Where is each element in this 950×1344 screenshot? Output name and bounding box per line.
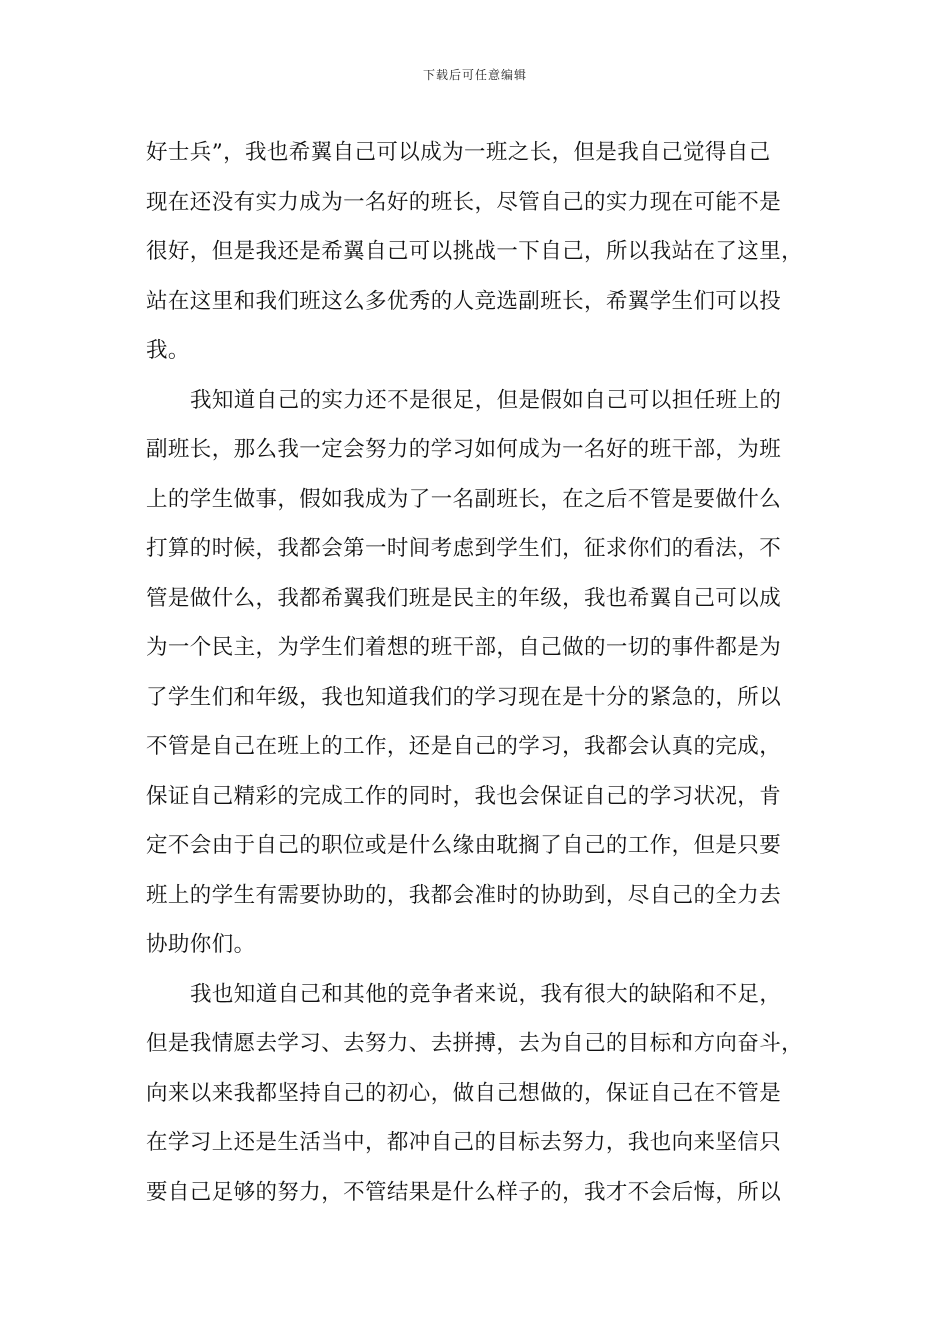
text-line: 班上的学生有需要协助的，我都会准时的协助到，尽自己的全力去 <box>146 882 782 908</box>
text-line: 管是做什么，我都希翼我们班是民主的年级，我也希翼自己可以成 <box>146 585 782 611</box>
text-line: 向来以来我都坚持自己的初心，做自己想做的，保证自己在不管是 <box>146 1080 782 1106</box>
text-line: 打算的时候，我都会第一时间考虑到学生们，征求你们的看法，不 <box>146 536 782 561</box>
text-line: 要自己足够的努力，不管结果是什么样子的，我才不会后悔，所以 <box>146 1179 782 1205</box>
text-line: 为一个民主，为学生们着想的班干部，自己做的一切的事件都是为 <box>146 635 782 660</box>
text-line: 保证自己精彩的完成工作的同时，我也会保证自己的学习状况，肯 <box>146 783 782 809</box>
text-line: 站在这里和我们班这么多优秀的人竞选副班长，希翼学生们可以投 <box>146 288 782 314</box>
text-line: 上的学生做事，假如我成为了一名副班长，在之后不管是要做什么 <box>146 486 782 512</box>
text-line: 好士兵”，我也希翼自己可以成为一班之长，但是我自己觉得自己 <box>146 140 771 165</box>
header-note: 下载后可任意编辑 <box>422 68 527 82</box>
text-line: 协助你们。 <box>146 932 256 957</box>
text-line: 很好，但是我还是希翼自己可以挑战一下自己，所以我站在了这里， <box>146 239 804 264</box>
text-line: 我。 <box>146 338 190 363</box>
paragraph-first-line: 我知道自己的实力还不是很足，但是假如自己可以担任班上的 <box>190 387 782 413</box>
text-line: 副班长，那么我一定会努力的学习如何成为一名好的班干部，为班 <box>146 437 782 462</box>
text-line: 不管是自己在班上的工作，还是自己的学习，我都会认真的完成， <box>146 734 782 759</box>
text-line: 现在还没有实力成为一名好的班长，尽管自己的实力现在可能不是 <box>146 189 782 215</box>
text-line: 但是我情愿去学习、去努力、去拼搏，去为自己的目标和方向奋斗， <box>146 1031 804 1056</box>
paragraph-first-line: 我也知道自己和其他的竞争者来说，我有很大的缺陷和不足， <box>190 981 782 1007</box>
text-line: 在学习上还是生活当中，都冲自己的目标去努力，我也向来坚信只 <box>146 1130 782 1155</box>
text-line: 了学生们和年级，我也知道我们的学习现在是十分的紧急的，所以 <box>146 684 782 710</box>
body-text <box>146 128 806 1217</box>
text-line: 定不会由于自己的职位或是什么缘由耽搁了自己的工作，但是只要 <box>146 833 782 858</box>
